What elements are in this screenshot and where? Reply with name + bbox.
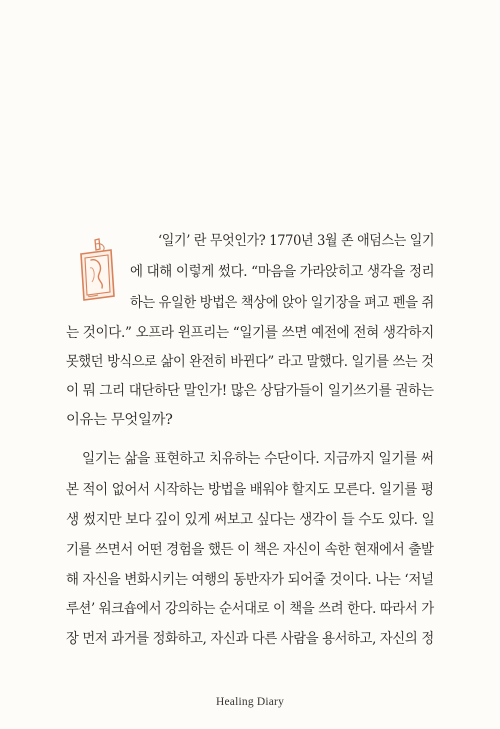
text-line: 생 썼지만 보다 깊이 있게 써보고 싶다는 생각이 들 수도 있다. 일 xyxy=(66,512,435,528)
text-line: 본 적이 없어서 시작하는 방법을 배워야 할지도 모른다. 일기를 평 xyxy=(66,482,434,498)
text-line: 루션’ 워크숍에서 강의하는 순서대로 이 책을 쓰려 한다. 따라서 가 xyxy=(66,601,434,617)
text-line: 이유는 무엇일까? xyxy=(66,412,173,428)
text-line: 장 먼저 과거를 정화하고, 자신과 다른 사람을 용서하고, 자신의 정 xyxy=(66,631,434,647)
text-line: 일기는 삶을 표현하고 치유하는 수단이다. 지금까지 일기를 써 xyxy=(82,451,434,467)
text-line: 하는 유일한 방법은 책상에 앉아 일기장을 펴고 펜을 쥐 xyxy=(130,295,434,311)
text-line: 에 대해 이렇게 썼다. “마음을 가라앉히고 생각을 정리 xyxy=(130,264,435,280)
text-line: 는 것이다.” 오프라 윈프리는 “일기를 쓰면 예전에 전혀 생각하지 xyxy=(66,325,434,341)
running-footer: Healing Diary xyxy=(215,696,285,708)
diary-sketch-icon xyxy=(74,236,120,306)
text-line: 못했던 방식으로 삶이 완전히 바뀐다” 라고 말했다. 일기를 쓰는 것 xyxy=(66,354,434,370)
text-line: 해 자신을 변화시키는 여행의 동반자가 되어줄 것이다. 나는 ‘저널 xyxy=(66,572,434,588)
text-line: 이 뭐 그리 대단하단 말인가! 많은 상담가들이 일기쓰기를 권하는 xyxy=(66,383,434,399)
text-line: 기를 쓰면서 어떤 경험을 했든 이 책은 자신이 속한 현재에서 출발 xyxy=(66,542,434,558)
text-line: ‘일기’ 란 무엇인가? 1770년 3월 존 애덤스는 일기 xyxy=(158,233,435,249)
